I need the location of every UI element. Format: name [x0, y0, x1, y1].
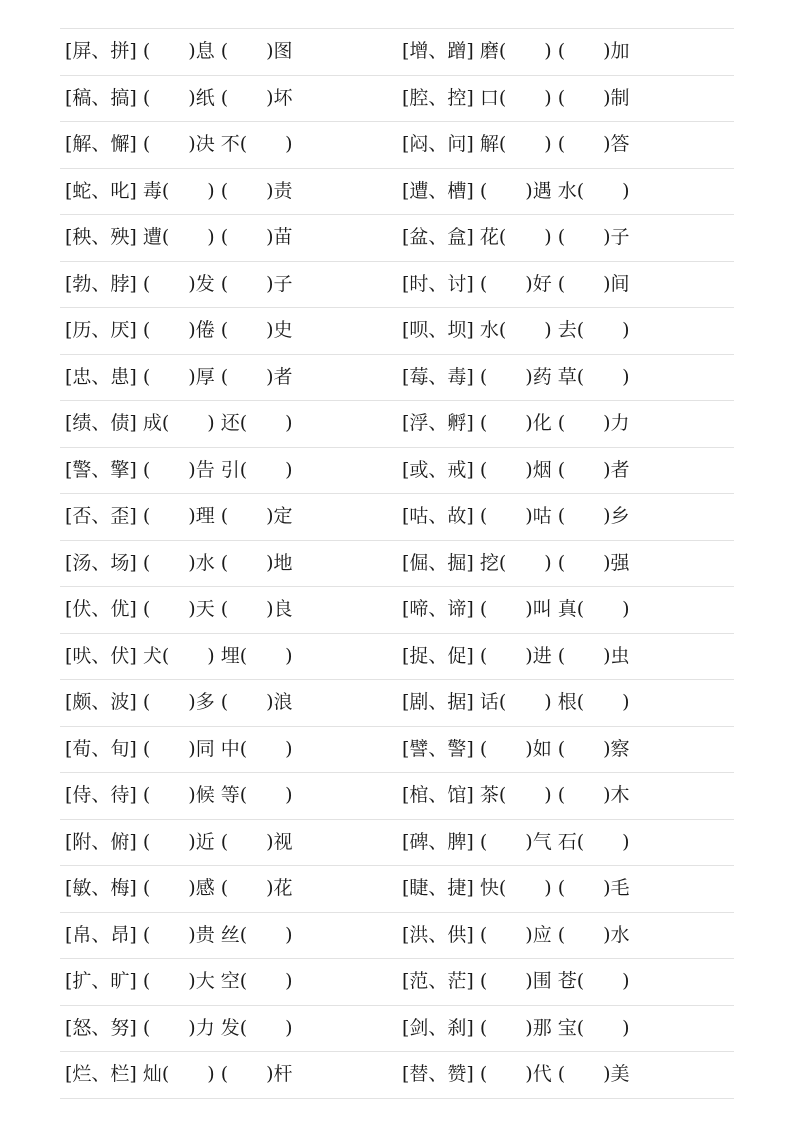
exercise-row	[60, 679, 734, 726]
exercise-row	[60, 121, 734, 168]
exercise-item-right: [浮、孵] ( )化 ( )力	[402, 412, 630, 434]
exercise-row	[60, 633, 734, 680]
exercise-sheet	[60, 28, 734, 1099]
exercise-item-left: [解、懈] ( )决 不( )	[65, 133, 293, 155]
exercise-row	[60, 819, 734, 866]
exercise-item-right: [范、茫] ( )围 苍( )	[402, 970, 630, 992]
exercise-row	[60, 400, 734, 447]
exercise-row	[60, 865, 734, 912]
exercise-item-right: [遭、槽] ( )遇 水( )	[402, 179, 630, 202]
exercise-item-right: [闷、问] 解( ) ( )答	[402, 133, 630, 155]
exercise-item-right: [剑、刹] ( )那 宝( )	[402, 1016, 630, 1039]
exercise-row	[60, 586, 734, 633]
exercise-item-left: [帛、昂] ( )贵 丝( )	[65, 923, 293, 946]
exercise-row	[60, 493, 734, 540]
exercise-item-right: [腔、控] 口( ) ( )制	[402, 86, 630, 109]
exercise-item-left: [颇、波] ( )多 ( )浪	[65, 691, 293, 713]
exercise-item-left: [吠、伏] 犬( ) 埋( )	[65, 644, 293, 667]
exercise-row	[60, 261, 734, 308]
exercise-row	[60, 307, 734, 354]
exercise-row	[60, 912, 734, 959]
exercise-row	[60, 354, 734, 401]
exercise-item-left: [敏、梅] ( )感 ( )花	[65, 877, 293, 899]
exercise-row	[60, 168, 734, 215]
exercise-item-right: [咕、故] ( )咕 ( )乡	[402, 505, 630, 527]
exercise-item-left: [历、厌] ( )倦 ( )史	[65, 319, 293, 341]
exercise-item-left: [汤、场] ( )水 ( )地	[65, 551, 293, 574]
exercise-item-right: [时、讨] ( )好 ( )间	[402, 272, 630, 295]
exercise-item-right: [呗、坝] 水( ) 去( )	[402, 319, 630, 341]
exercise-item-left: [怒、努] ( )力 发( )	[65, 1016, 293, 1039]
exercise-row	[60, 28, 734, 75]
exercise-item-right: [譬、警] ( )如 ( )察	[402, 737, 630, 760]
exercise-item-right: [棺、馆] 茶( ) ( )木	[402, 784, 630, 806]
exercise-item-left: [附、俯] ( )近 ( )视	[65, 830, 293, 853]
exercise-item-left: [勃、脖] ( )发 ( )子	[65, 272, 293, 295]
exercise-item-right: [睫、捷] 快( ) ( )毛	[402, 877, 630, 899]
exercise-item-left: [绩、债] 成( ) 还( )	[65, 412, 293, 434]
exercise-item-left: [侍、待] ( )候 等( )	[65, 784, 293, 806]
exercise-row	[60, 214, 734, 261]
exercise-item-left: [忠、患] ( )厚 ( )者	[65, 365, 293, 388]
exercise-item-right: [碑、脾] ( )气 石( )	[402, 830, 630, 853]
exercise-item-right: [啼、谛] ( )叫 真( )	[402, 598, 630, 620]
exercise-item-left: [烂、栏] 灿( ) ( )杆	[65, 1063, 293, 1085]
exercise-item-left: [秧、殃] 遭( ) ( )苗	[65, 226, 293, 248]
exercise-item-left: [屏、拼] ( )息 ( )图	[65, 40, 293, 62]
exercise-item-left: [稿、搞] ( )纸 ( )坏	[65, 86, 293, 109]
exercise-row	[60, 958, 734, 1005]
exercise-item-right: [洪、供] ( )应 ( )水	[402, 923, 630, 946]
exercise-item-right: [替、赞] ( )代 ( )美	[402, 1063, 630, 1085]
exercise-item-left: [蛇、叱] 毒( ) ( )责	[65, 179, 293, 202]
exercise-item-right: [莓、毒] ( )药 草( )	[402, 365, 630, 388]
exercise-item-right: [剧、据] 话( ) 根( )	[402, 691, 630, 713]
exercise-row	[60, 726, 734, 773]
exercise-item-left: [否、歪] ( )理 ( )定	[65, 505, 293, 527]
exercise-row	[60, 75, 734, 122]
exercise-item-right: [倔、掘] 挖( ) ( )强	[402, 551, 630, 574]
exercise-row	[60, 447, 734, 494]
exercise-item-right: [捉、促] ( )进 ( )虫	[402, 644, 630, 667]
exercise-item-right: [或、戒] ( )烟 ( )者	[402, 458, 630, 481]
exercise-item-left: [警、擎] ( )告 引( )	[65, 458, 293, 481]
exercise-row	[60, 540, 734, 587]
exercise-item-left: [扩、旷] ( )大 空( )	[65, 970, 293, 992]
exercise-row	[60, 772, 734, 819]
exercise-item-right: [盆、盒] 花( ) ( )子	[402, 226, 630, 248]
exercise-row	[60, 1005, 734, 1052]
exercise-item-left: [荀、旬] ( )同 中( )	[65, 737, 293, 760]
exercise-item-right: [增、蹭] 磨( ) ( )加	[402, 40, 630, 62]
exercise-item-left: [伏、优] ( )天 ( )良	[65, 598, 293, 620]
exercise-row	[60, 1051, 734, 1099]
